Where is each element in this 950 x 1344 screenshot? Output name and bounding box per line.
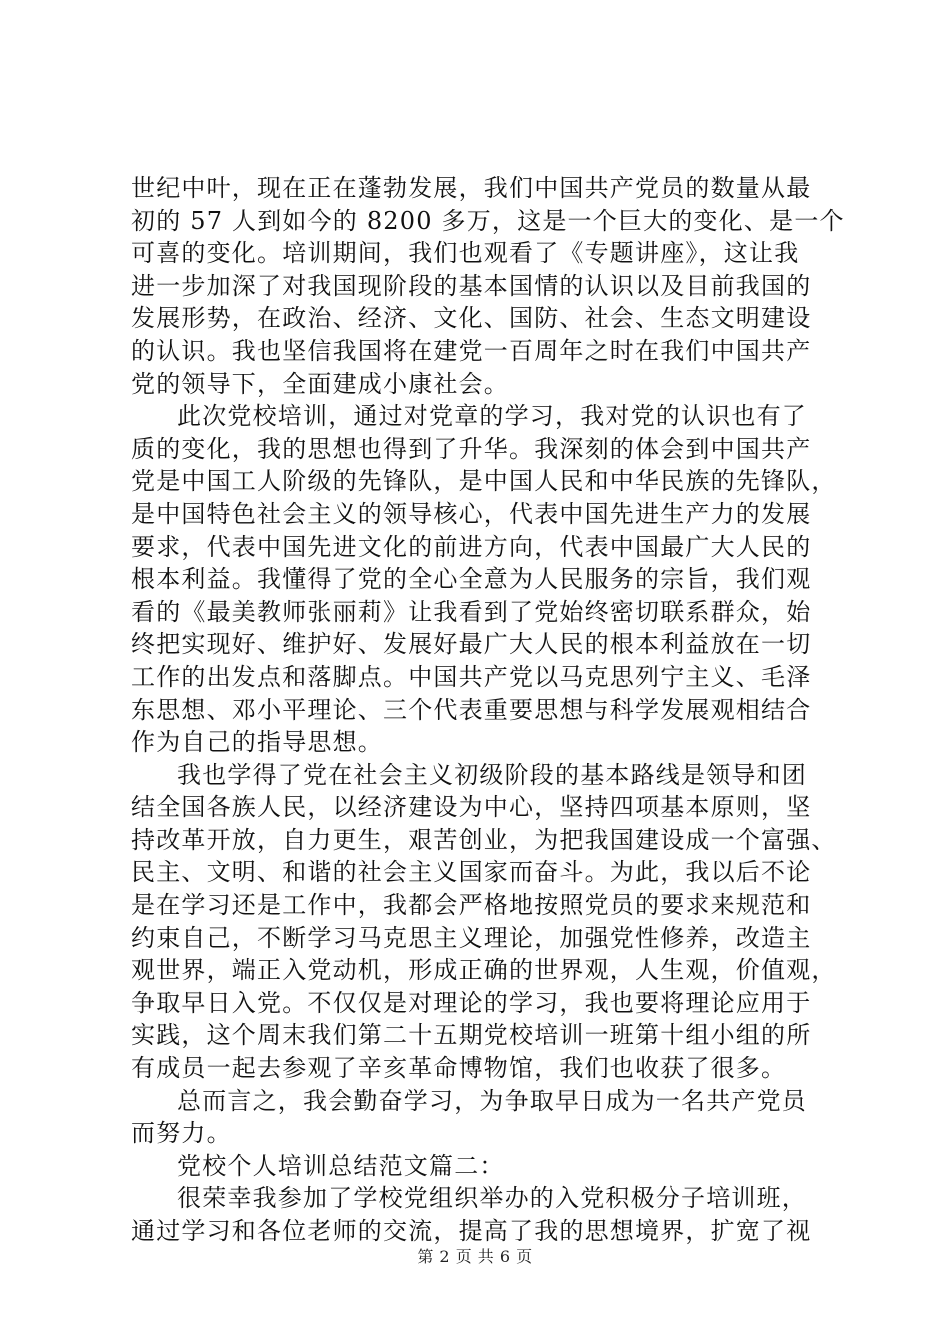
- text-line: 发展形势，在政治、经济、文化、国防、社会、生态文明建设: [131, 304, 812, 333]
- text-line: 东思想、邓小平理论、三个代表重要思想与科学发展观相结合: [131, 695, 812, 724]
- text-line: 有成员一起去参观了辛亥革命博物馆，我们也收获了很多。: [131, 1054, 787, 1083]
- text-line: 我也学得了党在社会主义初级阶段的基本路线是领导和团: [177, 760, 807, 789]
- text-line: 通过学习和各位老师的交流，提高了我的思想境界，扩宽了视: [131, 1217, 812, 1245]
- text-line: 民主、文明、和谐的社会主义国家而奋斗。为此，我以后不论: [131, 858, 812, 887]
- text-line: 可喜的变化。培训期间，我们也观看了《专题讲座》，这让我: [131, 239, 800, 268]
- text-line: 实践，这个周末我们第二十五期党校培训一班第十组小组的所: [131, 1021, 812, 1050]
- text-line: 党校个人培训总结范文篇二：: [177, 1151, 505, 1180]
- text-line: 根本利益。我懂得了党的全心全意为人民服务的宗旨，我们观: [131, 565, 812, 594]
- text-line: 是在学习还是工作中，我都会严格地按照党员的要求来规范和: [131, 891, 812, 920]
- page-number: 第 2 页 共 6 页: [417, 1247, 533, 1266]
- document-body: [131, 172, 845, 1248]
- text-line: 而努力。: [131, 1119, 232, 1148]
- text-line: 工作的出发点和落脚点。中国共产党以马克思列宁主义、毛泽: [131, 662, 812, 691]
- text-line: 终把实现好、维护好、发展好最广大人民的根本利益放在一切: [131, 630, 812, 659]
- text-line: 约束自己，不断学习马克思主义理论，加强党性修养，改造主: [131, 923, 812, 952]
- text-line: 是中国特色社会主义的领导核心，代表中国先进生产力的发展: [131, 499, 812, 528]
- text-line: 很荣幸我参加了学校党组织举办的入党积极分子培训班，: [177, 1184, 807, 1213]
- text-line: 争取早日入党。不仅仅是对理论的学习，我也要将理论应用于: [131, 988, 812, 1017]
- text-line: 的认识。我也坚信我国将在建党一百周年之时在我们中国共产: [131, 336, 812, 365]
- text-line: 此次党校培训，通过对党章的学习，我对党的认识也有了: [177, 402, 807, 431]
- text-line: 世纪中叶，现在正在蓬勃发展，我们中国共产党员的数量从最: [131, 174, 812, 202]
- text-line: 结全国各族人民，以经济建设为中心，坚持四项基本原则，坚: [131, 793, 812, 822]
- text-line: 总而言之，我会勤奋学习，为争取早日成为一名共产党员: [177, 1086, 807, 1115]
- text-line: 要求，代表中国先进文化的前进方向，代表中国最广大人民的: [131, 532, 812, 561]
- text-line: 初的 57 人到如今的 8200 多万，这是一个巨大的变化、是一个: [131, 206, 845, 235]
- text-line: 党的领导下，全面建成小康社会。: [131, 369, 509, 398]
- text-line: 观世界，端正入党动机，形成正确的世界观，人生观，价值观，: [131, 956, 837, 985]
- text-line: 作为自己的指导思想。: [131, 728, 383, 757]
- text-line: 进一步加深了对我国现阶段的基本国情的认识以及目前我国的: [131, 271, 812, 300]
- text-line: 看的《最美教师张丽莉》让我看到了党始终密切联系群众，始: [131, 597, 812, 626]
- text-line: 质的变化，我的思想也得到了升华。我深刻的体会到中国共产: [131, 434, 812, 463]
- text-line: 党是中国工人阶级的先锋队，是中国人民和中华民族的先锋队，: [131, 467, 837, 496]
- text-line: 持改革开放，自力更生，艰苦创业，为把我国建设成一个富强、: [131, 825, 837, 854]
